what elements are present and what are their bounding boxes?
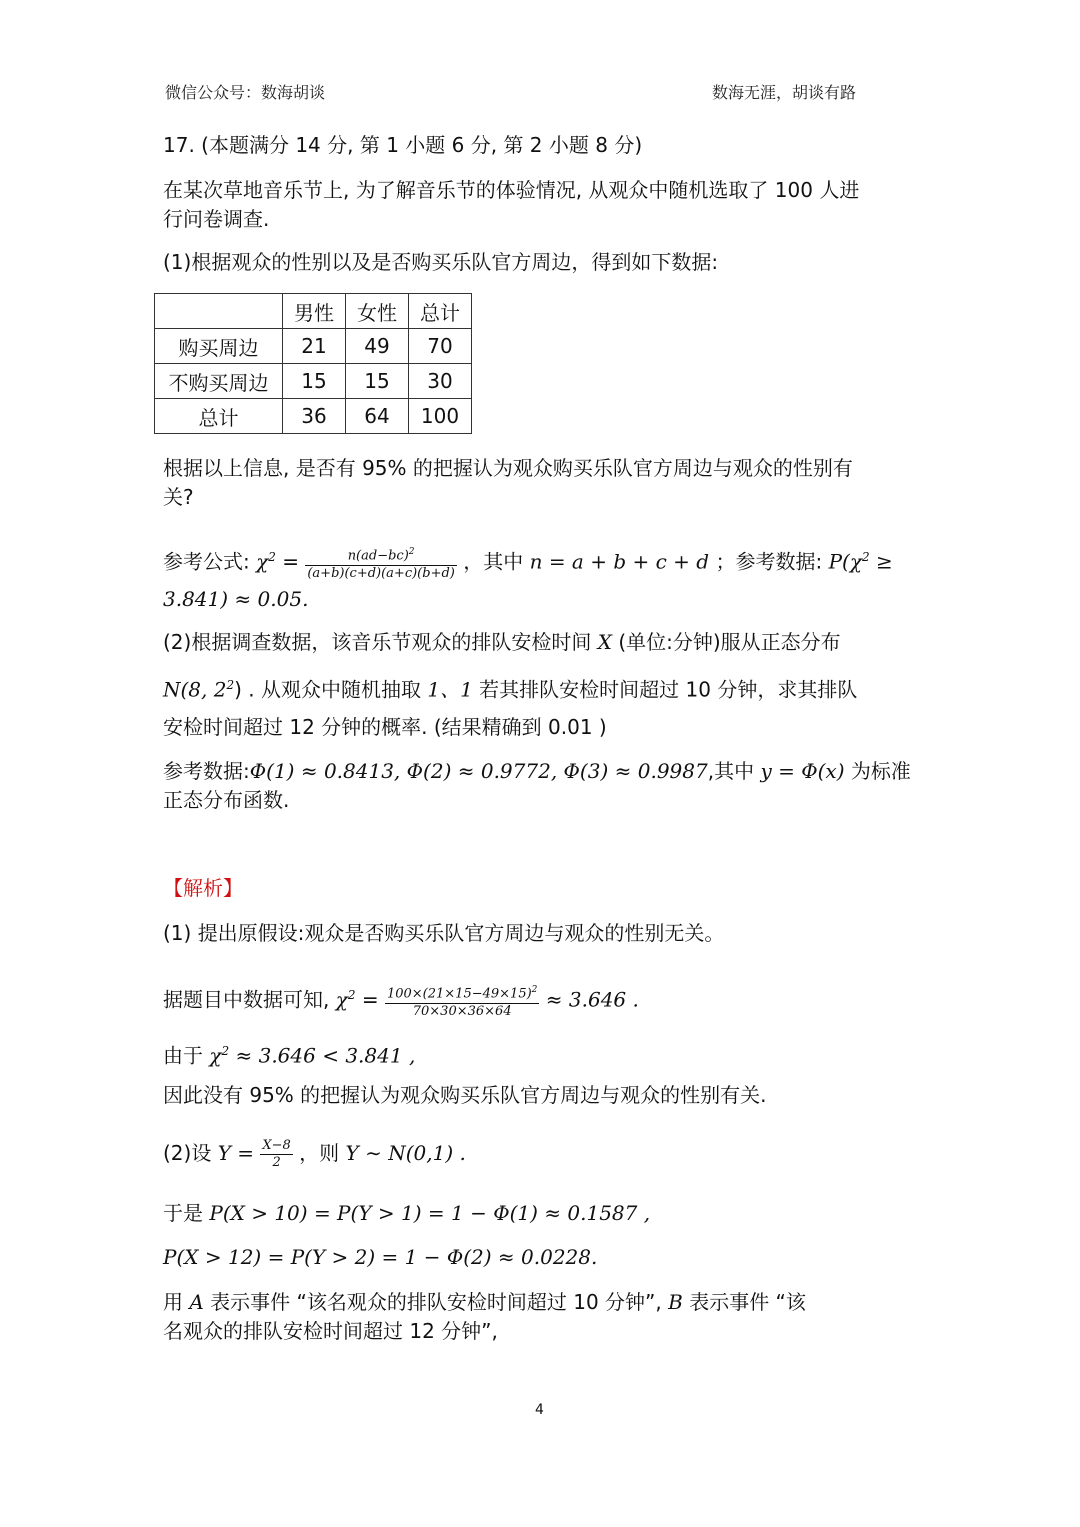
- header-right: 数海无涯，胡谈有路: [712, 83, 857, 102]
- table-header-total: 总计: [409, 294, 472, 329]
- table-cell: 36: [283, 399, 346, 434]
- solution-step7: P(X > 12) = P(Y > 2) = 1 − Φ(2) ≈ 0.0228.: [163, 1245, 598, 1269]
- s5-numerator: X−8: [262, 1138, 291, 1153]
- s8-text: 用: [163, 1290, 183, 1314]
- s8-event-a: A: [189, 1290, 204, 1314]
- part2-text: ) . 从观众中随机抽取: [234, 677, 421, 702]
- solution-step8: [163, 1287, 806, 1317]
- table-cell: 15: [346, 364, 409, 399]
- table-row: [155, 399, 472, 434]
- ref2-where: ,其中: [707, 759, 755, 783]
- formula-n: n = a + b + c + d: [529, 549, 710, 574]
- s2-chi: χ: [335, 987, 348, 1012]
- reference-data-2: [163, 756, 911, 786]
- part2-sample: 1、1: [427, 677, 473, 702]
- solution-step5: [163, 1133, 466, 1173]
- reference-data-2-line2: 正态分布函数.: [163, 788, 290, 812]
- s2-eq: =: [361, 987, 379, 1012]
- table-cell: 70: [409, 329, 472, 364]
- s5-fraction: [260, 1138, 292, 1171]
- s2-result: ≈ 3.646 .: [545, 987, 639, 1012]
- table-cell: 30: [409, 364, 472, 399]
- table-cell: 15: [283, 364, 346, 399]
- s5-y: Y =: [217, 1141, 255, 1165]
- table-cell: 总计: [155, 399, 283, 434]
- ref2-def: y = Φ(x): [760, 759, 845, 783]
- table-cell: 64: [346, 399, 409, 434]
- part2-variable-x: X: [597, 630, 612, 654]
- s5-prefix: (2)设: [163, 1141, 212, 1165]
- formula-ref: ；参考数据:: [715, 549, 823, 574]
- page-number: 4: [535, 1402, 544, 1418]
- table-row: [155, 364, 472, 399]
- problem-intro-line2: 行问卷调查.: [163, 207, 270, 231]
- s3-rest: ≈ 3.646 < 3.841 ,: [235, 1043, 416, 1068]
- solution-step6: [163, 1198, 650, 1228]
- solution-step4: 因此没有 95% 的把握认为观众购买乐队官方周边与观众的性别有关.: [163, 1083, 767, 1107]
- part2-text: (2)根据调查数据，该音乐节观众的排队安检时间: [163, 630, 592, 654]
- s2-numerator: 100×(21×15−49×15): [386, 986, 532, 1002]
- formula-prefix: 参考公式:: [163, 549, 250, 574]
- table-cell: 不购买周边: [155, 364, 283, 399]
- table-header-male: 男性: [283, 294, 346, 329]
- part2-text: 若其排队安检时间超过 10 分钟，求其排队: [479, 677, 858, 702]
- s8-event-b: B: [668, 1290, 683, 1314]
- formula-numerator: n(ad−bc): [347, 548, 409, 564]
- s2-fraction: $\frac{100\times(21\times 15-49\times 15)^2}{70\times 30\times 36\times 64}$: [385, 982, 539, 1019]
- s6-expr: P(X > 10) = P(Y > 1) = 1 − Φ(1) ≈ 0.1587 ,: [209, 1201, 651, 1225]
- table-cell: [155, 294, 283, 329]
- s5-then: ，则: [299, 1141, 340, 1165]
- table-cell: 购买周边: [155, 329, 283, 364]
- formula-ge: ≥: [875, 549, 893, 574]
- table-cell: 21: [283, 329, 346, 364]
- table-row: [155, 329, 472, 364]
- table-cell: 49: [346, 329, 409, 364]
- s2-prefix: 据题目中数据可知,: [163, 987, 330, 1012]
- s8-text: 表示事件 “该: [689, 1290, 806, 1314]
- formula-eq: =: [282, 549, 299, 574]
- solution-step2: 据题目中数据可知, $\chi^2$ = $\frac{100\times(21\times 15-49\times 15)^2}{70\times 30\times 36\times 64}$ ≈ 3.646 .: [163, 975, 639, 1020]
- s3-chi: χ: [209, 1043, 222, 1068]
- contingency-table: [154, 293, 472, 434]
- ref2-suffix: 为标准: [850, 759, 911, 783]
- header-left: 微信公众号：数海胡谈: [165, 83, 326, 102]
- part1-intro: (1)根据观众的性别以及是否购买乐队官方周边，得到如下数据:: [163, 250, 719, 274]
- s3-prefix: 由于: [163, 1043, 203, 1068]
- s5-denominator: 2: [272, 1155, 281, 1170]
- part2-normal: N(8, 2: [163, 677, 227, 702]
- part2-line3: 安检时间超过 12 分钟的概率. (结果精确到 0.01 ): [163, 715, 607, 739]
- solution-heading: 【解析】: [163, 876, 243, 900]
- part1-question-line1: 根据以上信息, 是否有 95% 的把握认为观众购买乐队官方周边与观众的性别有: [163, 456, 853, 480]
- formula-where: ，其中: [463, 549, 524, 574]
- s2-denominator: 70×30×36×64: [412, 1003, 512, 1019]
- formula-denominator: (a+b)(c+d)(a+c)(b+d): [307, 565, 455, 581]
- problem-intro-line1: 在某次草地音乐节上, 为了解音乐节的体验情况, 从观众中随机选取了 100 人进: [163, 178, 860, 202]
- solution-step3: 由于 $\chi^2 \approx 3.646 < 3.841$ ,: [163, 1043, 416, 1068]
- reference-formula: 参考公式: $\chi^2$ = $\frac{n(ad-bc)^2}{(a+b)(c+d)(a+c)(b+d)}$ ，其中 n = a + b + c + d ；参考数据: $P(\chi^2$ ≥: [163, 537, 893, 582]
- table-cell: 100: [409, 399, 472, 434]
- formula-chi: χ: [256, 549, 269, 574]
- s5-dist: Y ∼ N(0,1) .: [345, 1141, 466, 1165]
- chi-square-fraction: $\frac{n(ad-bc)^2}{(a+b)(c+d)(a+c)(b+d)}$: [305, 544, 457, 581]
- problem-title: 17. (本题满分 14 分, 第 1 小题 6 分, 第 2 小题 8 分): [163, 133, 643, 157]
- formula-p: P(χ: [828, 549, 862, 574]
- part2-line2: N(8, $2^2$) . 从观众中随机抽取 1、1 若其排队安检时间超过 10 分钟，求其排队: [163, 677, 858, 702]
- part2-line1: [163, 627, 841, 657]
- formula-value: 3.841) ≈ 0.05.: [163, 587, 309, 611]
- solution-step8-line2: 名观众的排队安检时间超过 12 分钟”,: [163, 1319, 498, 1343]
- ref2-values: Φ(1) ≈ 0.8413, Φ(2) ≈ 0.9772, Φ(3) ≈ 0.9987: [249, 759, 708, 783]
- table-header-female: 女性: [346, 294, 409, 329]
- s6-prefix: 于是: [163, 1201, 203, 1225]
- table-header-row: [155, 294, 472, 329]
- s8-text: 表示事件 “该名观众的排队安检时间超过 10 分钟”,: [210, 1290, 662, 1314]
- ref2-prefix: 参考数据:: [163, 759, 250, 783]
- part1-question-line2: 关?: [163, 485, 194, 509]
- solution-step1: (1) 提出原假设:观众是否购买乐队官方周边与观众的性别无关。: [163, 921, 725, 945]
- part2-text: (单位:分钟)服从正态分布: [618, 630, 841, 654]
